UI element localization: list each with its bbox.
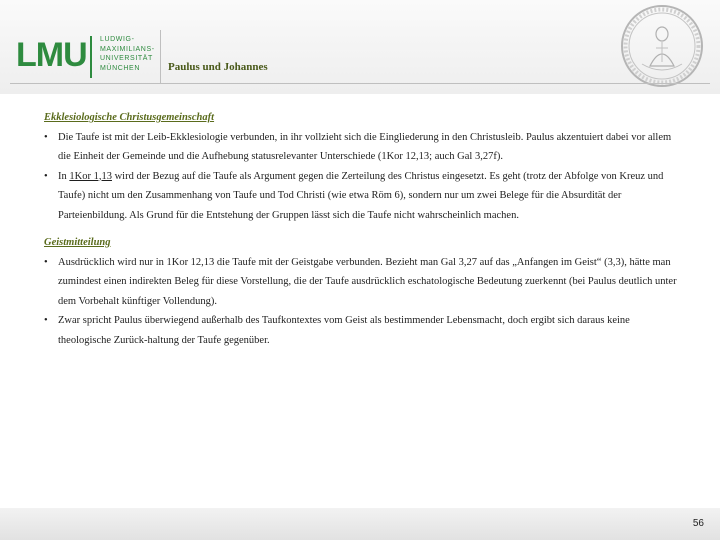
bullet-text: Zwar spricht Paulus überwiegend außerhalb des Taufkontextes vom Geist als bestimmender Lebensmacht, doch ergibt sich daraus keine theologische Zurück-haltung der Taufe gegenüber.	[58, 315, 630, 346]
slide-footer	[0, 508, 720, 540]
slide-body	[44, 108, 684, 350]
bullet-text: Ausdrücklich wird nur in 1Kor 12,13 die Taufe mit der Geistgabe verbunden. Bezieht man Gal 3,27 auf das „Anfangen im Geist“ (3,3), hätte man zumindest einen indirekten Beleg für diese Vorstellung, die der Taufe ausdrücklich eschatologische Bedeutung zuerkennt (bei Paulus deutlich unter dem Vorbehalt künftiger Vollendung).	[58, 256, 677, 307]
university-seal-icon	[620, 4, 704, 88]
bullet-marker: •	[44, 170, 48, 182]
slide-title: Paulus und Johannes	[168, 61, 268, 73]
list-item	[44, 167, 684, 226]
list-item	[44, 253, 684, 312]
bullet-text: wird der Bezug auf die Taufe als Argument gegen die Zerteilung des Christus eingesetzt. Es geht (trotz der Abfolge von Kreuz und Taufe) nicht um den Zusammenhang von Taufe und Tod Christi (wie etwa Röm 6), sondern nur um zwei Belege für die Absurdität der Parteienbildung. Als Grund für die Entstehung der Gruppen lässt sich die Taufe nicht wahrscheinlich machen.	[58, 170, 664, 221]
lmu-logo	[10, 30, 160, 82]
list-item	[44, 311, 684, 350]
logo-divider	[90, 36, 92, 78]
page-number: 56	[692, 518, 704, 529]
bible-reference-link[interactable]: 1Kor 1,13	[69, 170, 112, 182]
slide-header	[0, 0, 720, 94]
university-name: LUDWIG- MAXIMILIANS- UNIVERSITÄT MÜNCHEN	[100, 36, 155, 72]
list-item	[44, 128, 684, 167]
bullet-marker: •	[44, 131, 48, 143]
section-heading-christusgemeinschaft: Ekklesiologische Christusgemeinschaft	[44, 112, 215, 123]
lmu-wordmark: LMU	[16, 36, 87, 74]
bullet-marker: •	[44, 256, 48, 268]
bullet-text-prefix: In	[58, 170, 67, 182]
bullet-text: Die Taufe ist mit der Leib-Ekklesiologie verbunden, in ihr vollzieht sich die Eingliederung in den Christusleib. Paulus akzentuiert dabei vor allem die Einheit der Gemeinde und die Aufhebung statusrelevanter Unterschiede (1Kor 12,13; auch Gal 3,27f).	[58, 131, 672, 162]
bullet-marker: •	[44, 315, 48, 326]
header-divider	[10, 83, 710, 84]
section-heading-geistmitteilung: Geistmitteilung	[44, 237, 111, 248]
header-divider-vertical	[160, 30, 161, 84]
